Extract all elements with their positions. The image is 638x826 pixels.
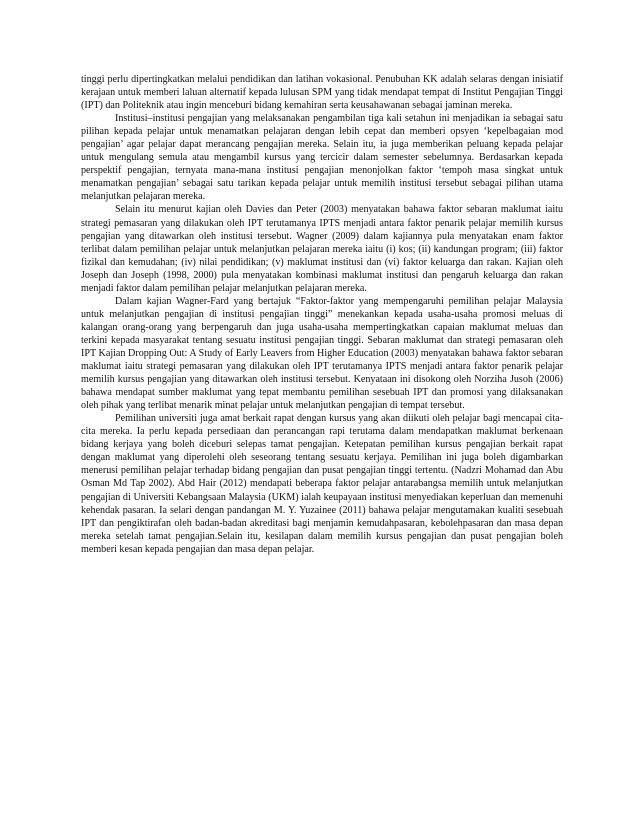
paragraph-1: tinggi perlu dipertingkatkan melalui pendidikan dan latihan vokasional. Penubuhan KK adalah selaras dengan inisiatif kerajaan untuk memberi laluan alternatif kepada lulusan SPM yang tidak mendapat tempat di Institut Pengajian Tinggi (IPT) dan Politeknik atau ingin menceburi bidang kemahiran serta keusahawanan sebagai jaminan mereka. xyxy=(81,74,563,112)
paragraph-4: Dalam kajian Wagner-Fard yang bertajuk “Faktor-faktor yang mempengaruhi pemilihan pelajar Malaysia untuk melanjutkan pengajian di institusi pengajian tinggi” menekankan kepada usaha-usaha promosi meluas di kalangan orang-orang yang berpengaruh dan juga usaha-usaha mempertingkatkan capaian maklumat meluas dan terkini kepada masyarakat tentang sesuatu institusi pengajian tinggi. Sebaran maklumat dan strategi pemasaran oleh IPT Kajian Dropping Out: A Study of Early Leavers from Higher Education (2003) menyatakan bahawa faktor sebaran maklumat iaitu strategi pemasaran yang dilakukan oleh IPT terutamanya IPTS menjadi antara faktor penarik pelajar memilih kursus pengajian yang ditawarkan oleh institusi tersebut. Kenyataan ini disokong oleh Norziha Jusoh (2006) bahawa mendapat sumber maklumat yang tepat membantu pemilihan sesebuah IPT dan promosi yang dilaksanakan oleh pihak yang terlibat menarik minat pelajar untuk melanjutkan pengajian di tempat tersebut. xyxy=(81,295,563,412)
paragraph-3: Selain itu menurut kajian oleh Davies dan Peter (2003) menyatakan bahawa faktor sebaran maklumat iaitu strategi pemasaran yang dilakukan oleh IPT terutamanya IPTS menjadi antara faktor penarik pelajar memilih kursus pengajian yang ditawarkan oleh institusi tersebut. Wagner (2009) dalam kajiannya pula menyatakan enam faktor terlibat dalam pemilihan pelajar untuk melanjutkan pelajaran mereka iaitu (i) kos; (ii) kandungan program; (iii) faktor fizikal dan kemudahan; (iv) nilai pendidikan; (v) maklumat institusi dan (vi) faktor keluarga dan rakan. Kajian oleh Joseph dan Joseph (1998, 2000) pula menyatakan kombinasi maklumat institusi dan pengaruh keluarga dan rakan menjadi faktor dalam pemilihan pelajar melanjutkan pelajaran mereka. xyxy=(81,204,563,294)
paragraph-2: Institusi–institusi pengajian yang melaksanakan pengambilan tiga kali setahun ini menjadikan ia sebagai satu pilihan kepada pelajar untuk menamatkan pelajaran dengan lebih cepat dan memberi opsyen ‘kepelbagaian mod pengajian’ agar pelajar dapat merancang pengajian mereka. Selain itu, ia juga memberikan peluang kepada pelajar untuk mengulang semula atau mengambil kursus yang tercicir dalam semester sebelumnya. Berdasarkan kepada perspektif pengajian, ternyata mana-mana institusi pengajian menonjolkan faktor ‘tempoh masa singkat untuk menamatkan pengajian’ sebagai satu tarikan kepada pelajar untuk memilih institusi tersebut sebagai pilihan utama melanjutkan pelajaran mereka. xyxy=(81,113,563,203)
paragraph-5: Pemilihan universiti juga amat berkait rapat dengan kursus yang akan diikuti oleh pelajar bagi mencapai cita-cita mereka. Ia perlu kepada persediaan dan perancangan rapi terutama dalam mendapatkan maklumat berkenaan bidang kerjaya yang boleh diceburi selepas tamat pengajian. Ketepatan pemilihan kursus pengajian berkait rapat dengan maklumat yang diperolehi oleh seseorang tentang sesuatu kerjaya. Pemilihan ini juga boleh digambarkan menerusi pemilihan pelajar terhadap bidang pengajian dan pusat pengajian tinggi tertentu. (Nadzri Mohamad dan Abu Osman Md Tap 2002). Abd Hair (2012) mendapati beberapa faktor pelajar antarabangsa memilih untuk melanjutkan pengajian di Universiti Kebangsaan Malaysia (UKM) ialah keupayaan institusi menyediakan keperluan dan memenuhi kehendak pasaran. Ia selari dengan pandangan M. Y. Yuzainee (2011) bahawa pelajar mengutamakan kualiti sesebuah IPT dan pengiktirafan oleh badan-badan akreditasi bagi menjamin kemudahpasaran, kebolehpasaran dan masa depan mereka setelah tamat pengajian.Selain itu, kesilapan dalam memilih kursus pengajian dan pusat pengajian boleh memberi kesan kepada pengajian dan masa depan pelajar. xyxy=(81,413,563,555)
document-page xyxy=(81,73,563,556)
